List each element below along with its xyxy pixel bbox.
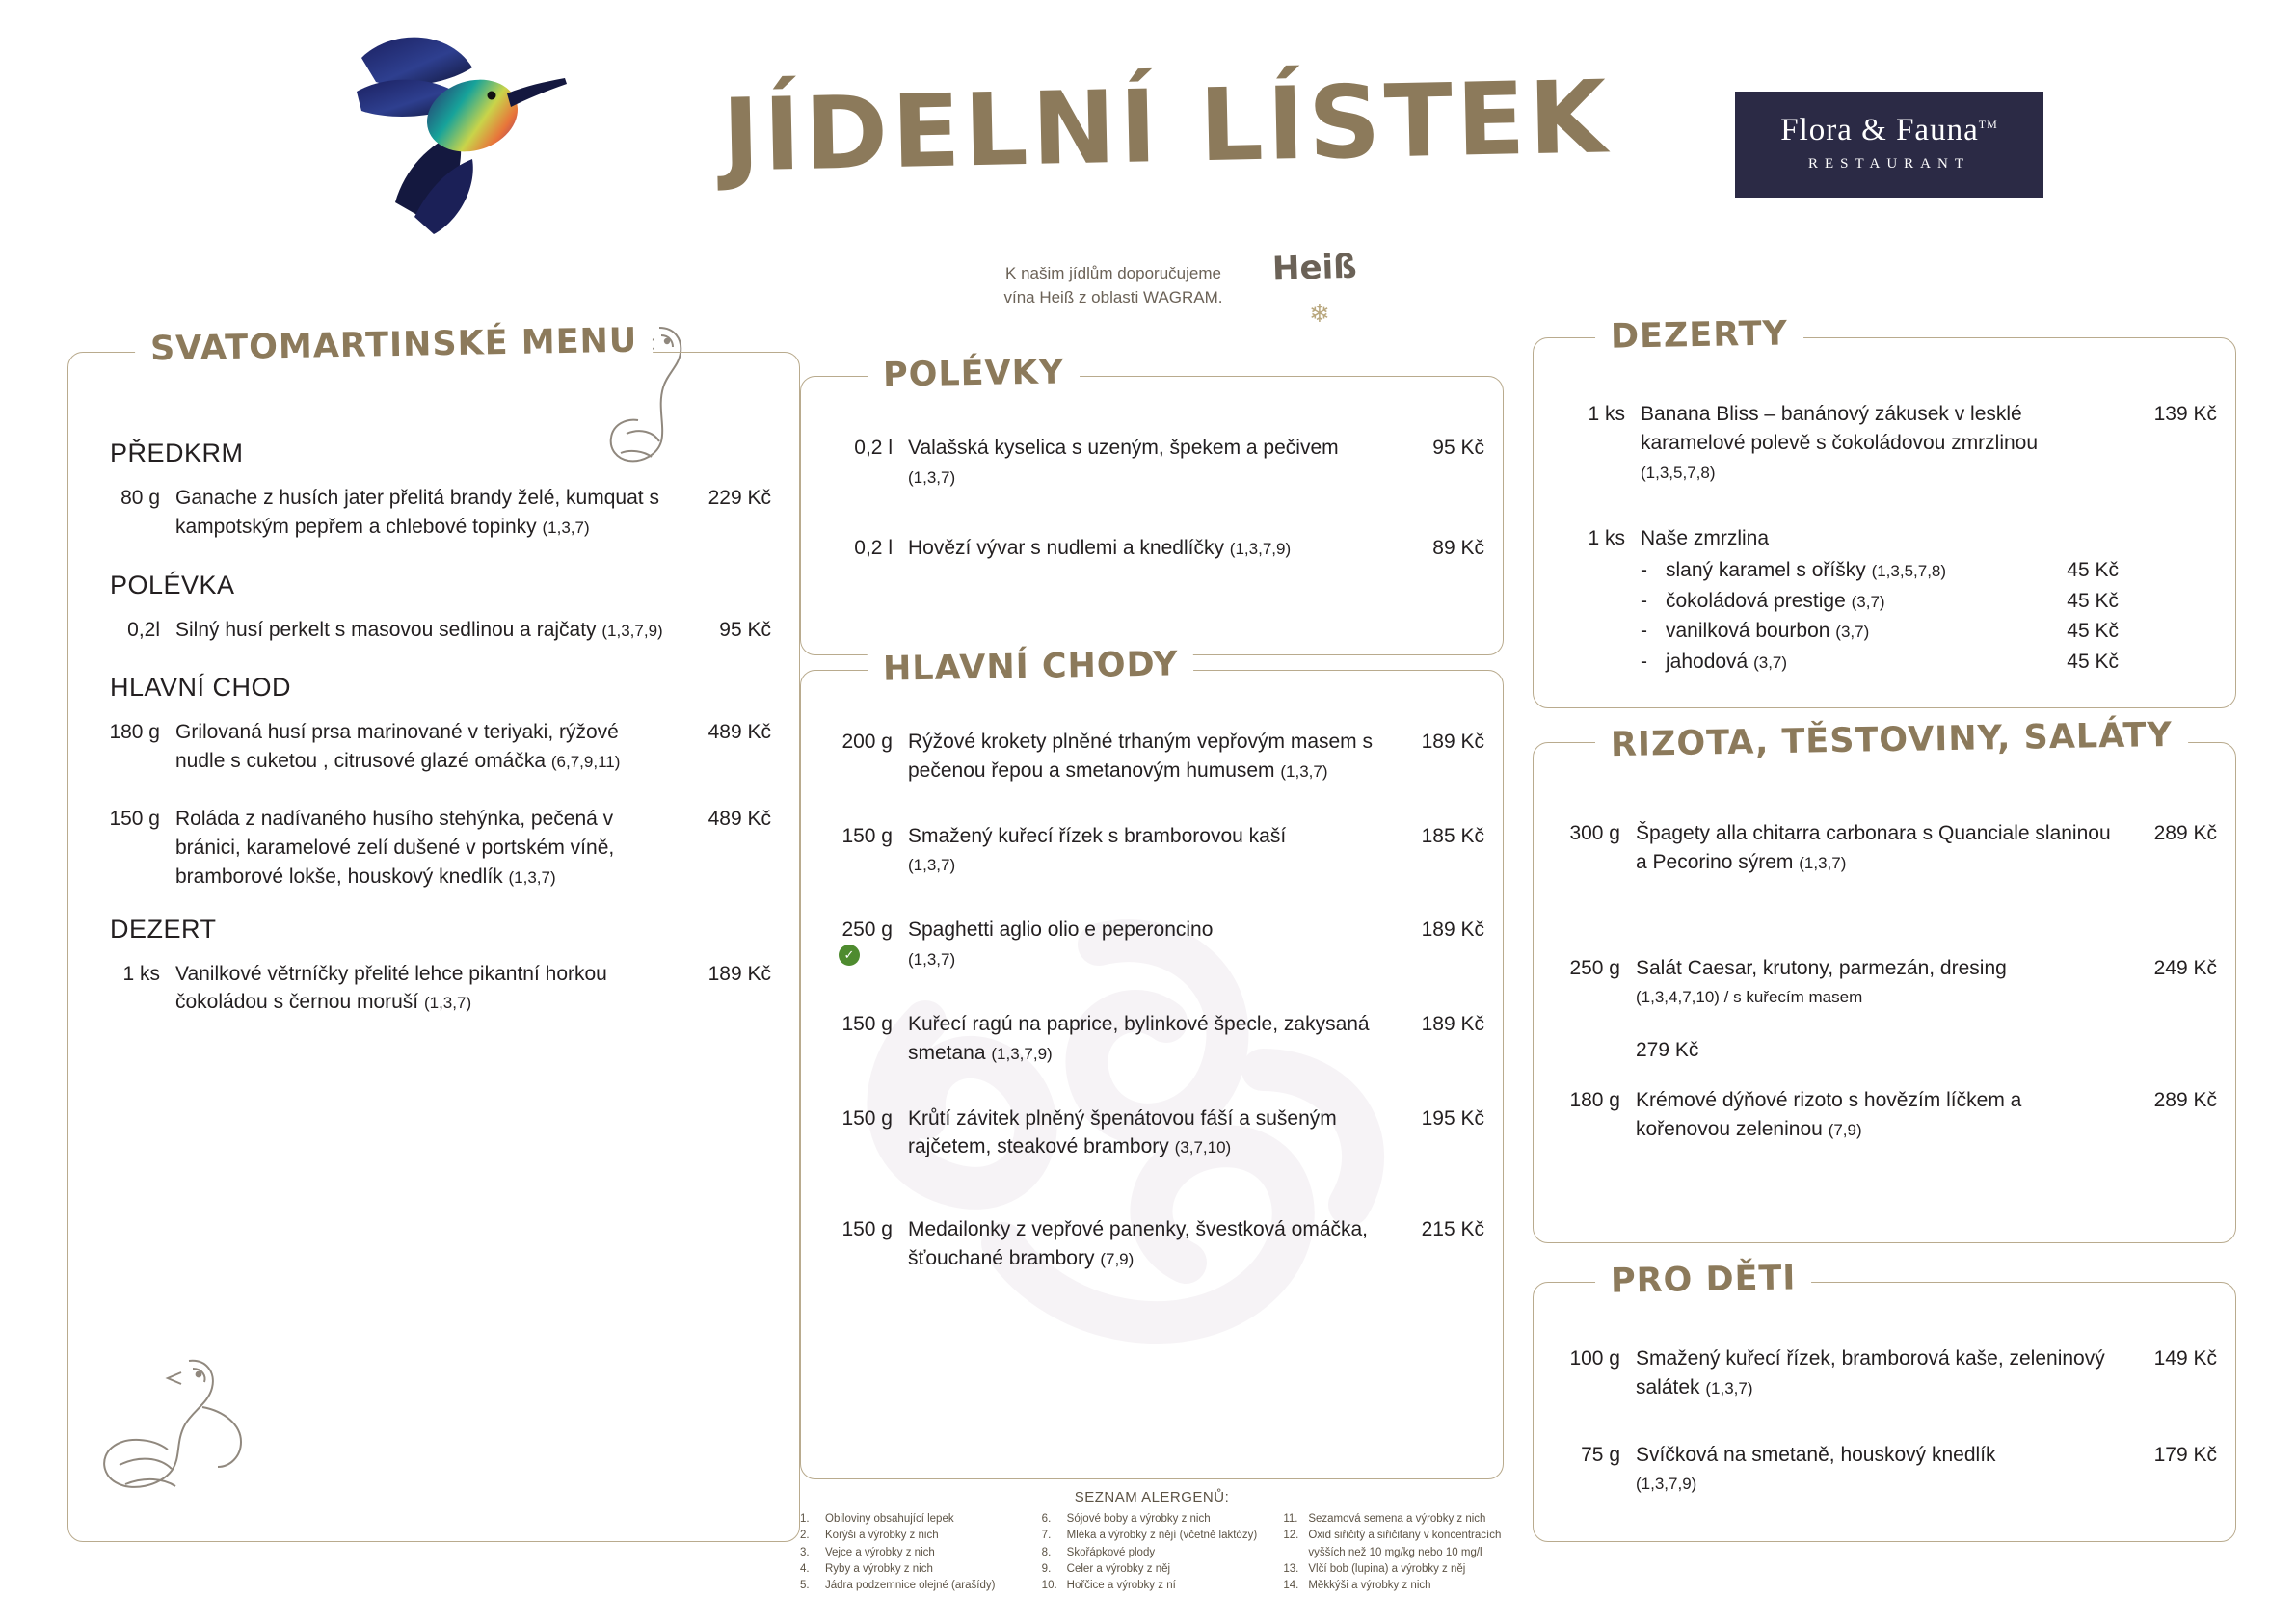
dezerty-content	[1562, 400, 2217, 694]
menu-item	[829, 1215, 1484, 1273]
item-allergens: (1,3,7,9)	[991, 1044, 1053, 1063]
flavour-price: 45 Kč	[2067, 559, 2119, 582]
allergen-item: 14. Měkkýši a výrobky z nich	[1283, 1580, 1431, 1591]
allergen-item: 13. Vlčí bob (lupina) a výrobky z něj	[1283, 1562, 1466, 1575]
item-quantity: 80 g	[120, 487, 160, 509]
item-description: Špagety alla chitarra carbonara s Quanciale slaninou a Pecorino sýrem (1,3,7)	[1636, 822, 2111, 873]
item-description: Vanilkové větrníčky přelité lehce pikantní horkou čokoládou s černou moruší (1,3,7)	[175, 962, 607, 1014]
item-price	[2128, 524, 2217, 677]
menu-item	[96, 484, 771, 542]
item-price: 179 Kč	[2153, 1443, 2217, 1466]
flavour-name: slaný karamel s oříšky (1,3,5,7,8)	[1666, 559, 1947, 582]
item-price: 149 Kč	[2153, 1347, 2217, 1370]
item-quantity: 0,2 l	[854, 536, 893, 559]
allergen-item: 1. Obiloviny obsahující lepek	[800, 1513, 954, 1525]
menu-item	[1557, 1441, 2217, 1499]
menu-item	[829, 1104, 1484, 1162]
allergen-legend-title: SEZNAM ALERGENŮ:	[1074, 1489, 1230, 1505]
rizota-content	[1557, 819, 2217, 1161]
menu-item	[1562, 400, 2217, 486]
polevky-title: POLÉVKY	[868, 353, 1081, 395]
pro-deti-content	[1557, 1344, 2217, 1515]
item-description: Smažený kuřecí řízek, bramborová kaše, zeleninový salátek (1,3,7)	[1636, 1347, 2105, 1398]
ice-cream-label: Naše zmrzlina	[1641, 527, 1770, 550]
menu-item	[96, 960, 771, 1018]
menu-item	[829, 728, 1484, 785]
item-price: 95 Kč	[719, 618, 771, 641]
item-quantity: 0,2 l	[854, 437, 893, 459]
item-price: 489 Kč	[707, 721, 771, 744]
flavour-name: vanilková bourbon (3,7)	[1666, 620, 1870, 643]
flower-icon: ❄	[1309, 299, 1330, 328]
item-price: 229 Kč	[707, 487, 771, 509]
bullet-dash: -	[1641, 650, 1647, 673]
menu-item	[1557, 1344, 2217, 1402]
item-price: 89 Kč	[1432, 536, 1484, 559]
item-allergens: (3,7,10)	[1174, 1138, 1232, 1157]
allergen-column	[800, 1511, 1021, 1594]
allergen-item: 10. Hořčice a výrobky z ní	[1041, 1580, 1176, 1591]
item-description: Rýžové krokety plněné trhaným vepřovým masem s pečenou řepou a smetanovým humusem (1,3,7)	[908, 731, 1374, 782]
item-quantity: 75 g	[1581, 1443, 1620, 1466]
hlavni-chody-content	[829, 728, 1484, 1290]
item-allergens: (1,3,7,9)	[601, 621, 663, 640]
item-quantity: 300 g	[1569, 822, 1620, 844]
ice-cream-flavour	[1641, 555, 2119, 586]
item-price: 189 Kč	[1421, 1012, 1484, 1035]
item-allergens: (6,7,9,11)	[550, 753, 621, 772]
menu-item	[829, 822, 1484, 880]
item-description: Banana Bliss – banánový zákusek v lesklé karamelové polevě s čokoládovou zmrzlinou (1,3,5,7,8)	[1641, 403, 2039, 482]
allergen-item: 11. Sezamová semena a výrobky z nich	[1283, 1513, 1486, 1525]
item-allergens: (7,9)	[1828, 1120, 1862, 1139]
section-heading-hlavni-chod: HLAVNÍ CHOD	[110, 673, 292, 703]
item-quantity: 180 g	[1569, 1089, 1620, 1112]
allergen-item: 12. Oxid siřičitý a siřičitany v koncentracích vyšších než 10 mg/kg nebo 10 mg/l	[1283, 1530, 1502, 1558]
item-price: 289 Kč	[2153, 822, 2217, 844]
menu-item	[1557, 954, 2217, 1065]
item-description: Hovězí vývar s nudlemi a knedlíčky (1,3,7,9)	[908, 536, 1292, 559]
menu-item-ice-cream	[1562, 524, 2217, 677]
pro-deti-title: PRO DĚTI	[1595, 1259, 1812, 1301]
menu-item	[829, 1010, 1484, 1068]
section-heading-predkrm: PŘEDKRM	[110, 439, 244, 467]
flavour-name: jahodová (3,7)	[1666, 650, 1788, 673]
ice-cream-flavour	[1641, 616, 2119, 647]
item-quantity: 150 g	[841, 824, 893, 847]
allergen-item: 2. Korýši a výrobky z nich	[800, 1530, 939, 1542]
flavour-price: 45 Kč	[2067, 589, 2119, 612]
allergen-item: 5. Jádra podzemnice olejné (arašídy)	[800, 1580, 996, 1591]
allergen-item: 9. Celer a výrobky z něj	[1041, 1562, 1171, 1575]
item-price: 95 Kč	[1432, 437, 1484, 459]
item-quantity: 1 ks	[1588, 527, 1625, 550]
item-description: Valašská kyselica s uzeným, špekem a pečivem (1,3,7)	[908, 437, 1339, 487]
item-price: 139 Kč	[2153, 403, 2217, 425]
item-price: 189 Kč	[707, 962, 771, 985]
item-price: 215 Kč	[1421, 1218, 1484, 1241]
bullet-dash: -	[1641, 620, 1647, 643]
item-description: Silný husí perkelt s masovou sedlinou a rajčaty (1,3,7,9)	[175, 618, 663, 641]
item-allergens: (1,3,7)	[423, 994, 472, 1013]
item-allergens: (1,3,7)	[908, 856, 956, 875]
dezerty-title: DEZERTY	[1595, 314, 1804, 357]
menu-item	[829, 534, 1484, 563]
item-description: Svíčková na smetaně, houskový knedlík (1,3,7,9)	[1636, 1443, 1996, 1494]
item-quantity: 1 ks	[1588, 403, 1625, 425]
item-quantity: 150 g	[109, 808, 160, 831]
item-description: Krémové dýňové rizoto s hovězím líčkem a kořenovou zeleninou (7,9)	[1636, 1089, 2022, 1140]
item-extra-price: 279 Kč	[1636, 1039, 1699, 1062]
allergen-item: 7. Mléka a výrobky z nějí (včetně laktózy)	[1041, 1530, 1258, 1542]
heiss-wordmark: Heiß	[1271, 247, 1358, 289]
section-heading-dezert: DEZERT	[110, 914, 217, 944]
item-allergens: (1,3,4,7,10) / s kuřecím masem	[1636, 988, 1863, 1007]
item-description: Spaghetti aglio olio e peperoncino (1,3,7)	[908, 918, 1214, 970]
wine-recommendation	[949, 262, 1277, 309]
wine-recommendation-line1: K našim jídlům doporučujeme	[1005, 264, 1221, 282]
section-heading-polevka: POLÉVKA	[110, 570, 235, 599]
logo-sub-text: RESTAURANT	[1808, 156, 1970, 172]
ice-cream-flavour	[1641, 647, 2119, 678]
item-price: 489 Kč	[707, 808, 771, 831]
item-description: Ganache z husích jater přelitá brandy želé, kumquat s kampotským pepřem a chlebové topinky (1,3,7)	[175, 487, 659, 538]
item-quantity: 0,2l	[127, 618, 160, 641]
item-allergens: (1,3,7)	[542, 518, 590, 537]
item-price: 185 Kč	[1421, 824, 1484, 847]
item-price: 249 Kč	[2153, 956, 2217, 979]
item-allergens: (1,3,7)	[1799, 853, 1847, 872]
item-description: Medailonky z vepřové panenky, švestková omáčka, šťouchané brambory (7,9)	[908, 1218, 1369, 1269]
item-price: 195 Kč	[1421, 1106, 1484, 1130]
item-allergens: (1,3,7)	[908, 467, 956, 487]
item-description: Krůtí závitek plněný špenátovou fáší a sušeným rajčetem, steakové brambory (3,7,10)	[908, 1106, 1337, 1158]
ice-cream-flavour-list	[1641, 555, 2119, 677]
polevky-content	[829, 434, 1484, 579]
menu-item	[1557, 819, 2217, 877]
item-allergens: (1,3,7)	[508, 867, 556, 887]
flavour-name: čokoládová prestige (3,7)	[1666, 589, 1885, 612]
menu-item	[96, 616, 771, 645]
flavour-price: 45 Kč	[2067, 620, 2119, 643]
item-quantity: 150 g	[841, 1012, 893, 1035]
rizota-title: RIZOTA, TĚSTOVINY, SALÁTY	[1595, 716, 2188, 765]
item-allergens: (1,3,7)	[1280, 761, 1328, 781]
allergen-item: 4. Ryby a výrobky z nich	[800, 1562, 933, 1575]
item-quantity: 250 g	[1569, 956, 1620, 979]
flavour-price: 45 Kč	[2067, 650, 2119, 673]
allergen-item: 3. Vejce a výrobky z nich	[800, 1546, 935, 1558]
allergen-column	[1283, 1511, 1504, 1594]
item-description: Grilovaná husí prsa marinované v teriyaki, rýžové nudle s cuketou , citrusové glazé omáčka (6,7,9,11)	[175, 721, 621, 773]
item-allergens: (1,3,7)	[1705, 1378, 1753, 1397]
wine-recommendation-line2: vína Heiß z oblasti WAGRAM.	[1003, 287, 1223, 306]
item-quantity: 180 g	[109, 721, 160, 744]
restaurant-logo	[1735, 92, 2043, 198]
item-allergens: (1,3,5,7,8)	[1641, 463, 1716, 482]
menu-item	[829, 916, 1484, 973]
svatomartinske-menu-content	[96, 439, 771, 1034]
ice-cream-flavour	[1641, 586, 2119, 617]
logo-name: Flora & Fauna	[1780, 113, 1979, 147]
item-quantity: 250 g	[841, 918, 893, 942]
item-quantity: 150 g	[841, 1218, 893, 1241]
item-quantity: 1 ks	[122, 962, 160, 985]
item-allergens: (1,3,7,9)	[1229, 539, 1292, 558]
vegan-icon: ✓	[839, 945, 860, 966]
item-description	[1641, 524, 2128, 677]
menu-item	[96, 805, 771, 891]
item-price: 189 Kč	[1421, 731, 1484, 753]
item-description: Roláda z nadívaného husího stehýnka, pečená v bránici, karamelové zelí dušené v portském víně, bramborové lokše, houskový knedlík (1,3,7)	[175, 808, 615, 888]
menu-item	[829, 434, 1484, 492]
item-description: Smažený kuřecí řízek s bramborovou kaší (1,3,7)	[908, 824, 1287, 875]
bullet-dash: -	[1641, 559, 1647, 582]
allergen-legend	[800, 1489, 1504, 1594]
item-allergens: (1,3,7,9)	[1636, 1475, 1697, 1494]
logo-trademark: TM	[1978, 118, 1998, 131]
item-description: Kuřecí ragú na paprice, bylinkové špecle, zakysaná smetana (1,3,7,9)	[908, 1012, 1370, 1064]
item-description: Salát Caesar, krutony, parmezán, dresing (1,3,4,7,10) / s kuřecím masem 279 Kč	[1636, 954, 2128, 1065]
item-quantity: 200 g	[841, 731, 893, 753]
item-allergens: (1,3,7)	[908, 950, 956, 970]
item-quantity: 100 g	[1569, 1347, 1620, 1370]
allergen-item: 8. Skořápkové plody	[1041, 1546, 1156, 1558]
allergen-item: 6. Sójové boby a výrobky z nich	[1041, 1513, 1211, 1525]
item-allergens: (7,9)	[1100, 1249, 1135, 1268]
item-price: 289 Kč	[2153, 1089, 2217, 1112]
menu-item	[96, 718, 771, 776]
allergen-column	[1042, 1511, 1263, 1594]
menu-item	[1557, 1086, 2217, 1144]
logo-main-text	[1735, 113, 2043, 148]
hummingbird-illustration	[337, 24, 588, 246]
hlavni-chody-title: HLAVNÍ CHODY	[868, 645, 1194, 689]
page-title: JÍDELNÍ LÍSTEK	[721, 58, 1612, 195]
bullet-dash: -	[1641, 589, 1647, 612]
svatomartinske-menu-title: SVATOMARTINSKÉ MENU	[135, 321, 654, 368]
item-quantity: 150 g	[841, 1106, 893, 1130]
item-price: 189 Kč	[1421, 918, 1484, 942]
